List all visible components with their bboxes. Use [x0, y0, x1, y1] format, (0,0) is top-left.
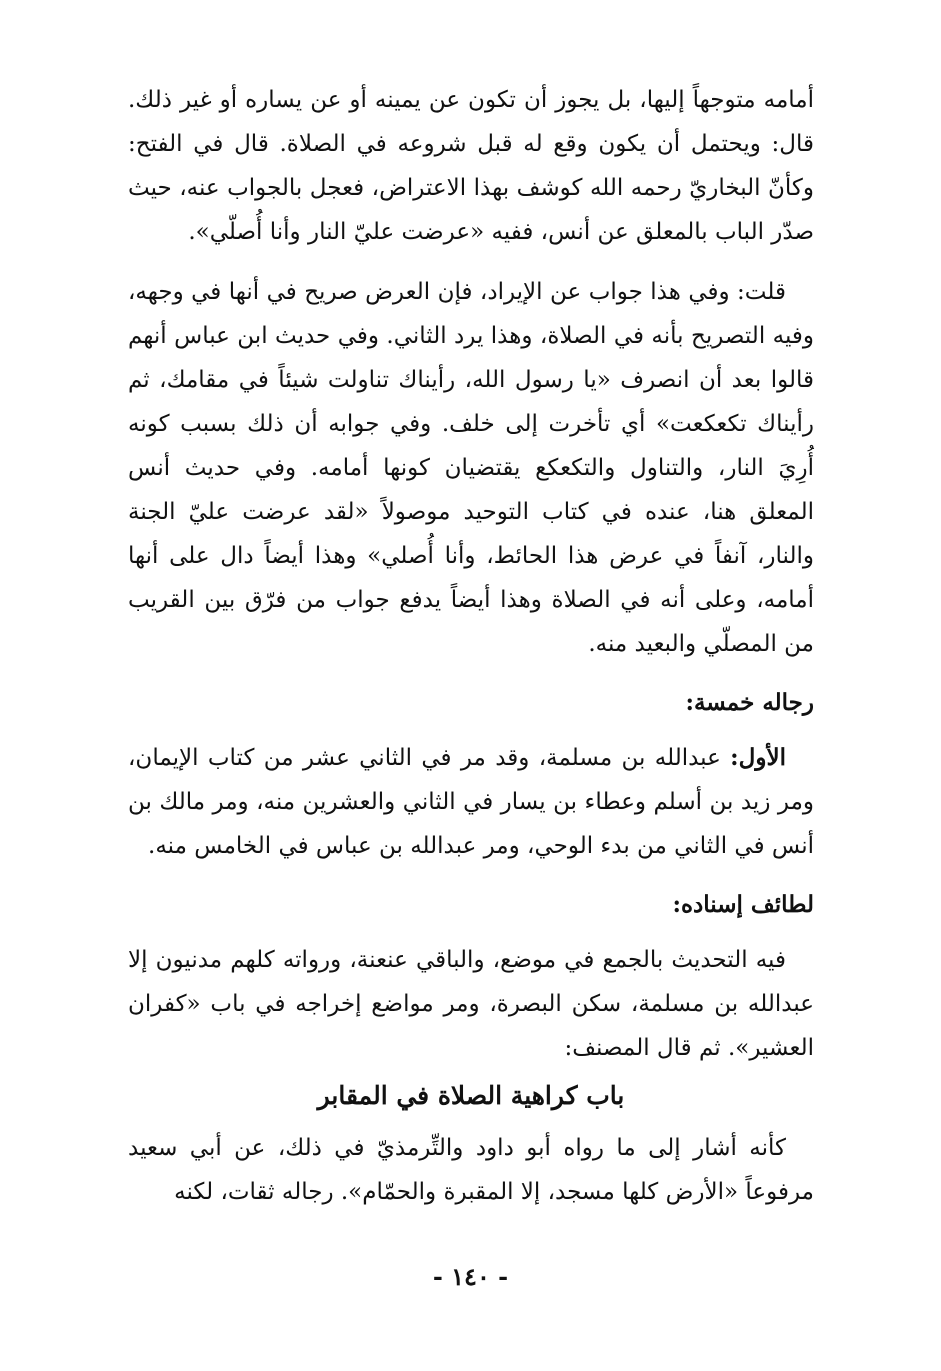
heading-lataif: لطائف إسناده: [672, 891, 814, 918]
paragraph-lataif: فيه التحديث بالجمع في موضع، والباقي عنعنة، ورواته كلهم مدنيون إلا عبدالله بن مسلمة، سكن البصرة، ومر مواضع إخراجه في باب «كفران العشير». ثم قال المصنف: [128, 947, 814, 1061]
rijal-text: عبدالله بن مسلمة، وقد مر في الثاني عشر من كتاب الإيمان، ومر زيد بن أسلم وعطاء بن يسار في الثاني والعشرين منه، ومر مالك بن أنس في الثاني من بدء الوحي، ومر عبدالله بن عباس في الخامس منه. [128, 745, 814, 859]
page-body [128, 78, 814, 1258]
page-number: - ١٤٠ - [432, 1262, 509, 1291]
paragraph-qultu: قلت: وفي هذا جواب عن الإيراد، فإن العرض صريح في أنها في وجهه، وفيه التصريح بأنه في الصلاة، وهذا يرد الثاني. وفي حديث ابن عباس أنهم قالوا بعد أن انصرف «يا رسول الله، رأيناك تناولت شيئاً في مقامك، ثم رأيناك تكعكعت» أي تأخرت إلى خلف. وفي جوابه أن ذلك بسبب كونه أُرِيَ النار، والتناول والتكعكع يقتضيان كونها أمامه. وفي حديث أنس المعلق هنا، عنده في كتاب التوحيد موصولاً «لقد عرضت عليّ الجنة والنار، آنفاً في عرض هذا الحائط، وأنا أُصلي» وهذا أيضاً دال على أنها أمامه، وعلى أنه في الصلاة وهذا أيضاً يدفع جواب من فرّق بين القريب من المصلّي والبعيد منه. [128, 279, 814, 657]
heading-rijal: رجاله خمسة: [685, 689, 814, 716]
rijal-lead: الأول: [730, 744, 786, 771]
paragraph-continuation: أمامه متوجهاً إليها، بل يجوز أن تكون عن يمينه أو عن يساره أو غير ذلك. قال: ويحتمل أن يكون وقع له قبل شروعه في الصلاة. قال في الفتح: وكأنّ البخاريّ رحمه الله كوشف بهذا الاعتراض، فعجل بالجواب عنه، حيث صدّر الباب بالمعلق عن أنس، ففيه «عرضت عليّ النار وأنا أُصلّي». [128, 87, 814, 245]
paragraph-chapter: كأنه أشار إلى ما رواه أبو داود والتِّرمذيّ في ذلك، عن أبي سعيد مرفوعاً «الأرض كلها مسجد، إلا المقبرة والحمّام». رجاله ثقات، لكنه [128, 1135, 814, 1205]
chapter-title: باب كراهية الصلاة في المقابر [317, 1081, 625, 1110]
paragraph-rijal [128, 736, 814, 868]
